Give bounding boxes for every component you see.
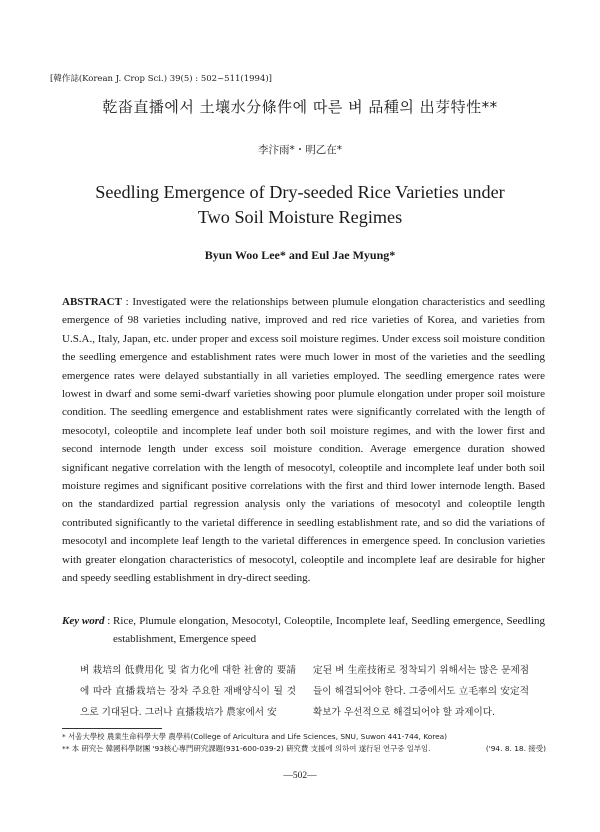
keywords (62, 612, 545, 648)
korean-title: 乾畓直播에서 土壤水分條件에 따른 벼 品種의 出芽特性** (102, 98, 498, 116)
keywords-text: Rice, Plumule elongation, Mesocotyl, Coleoptile, Incomplete leaf, Seedling emergence, Seedling establishment, Emergence speed (113, 615, 545, 645)
korean-authors: 李汴雨*・明乙在* (258, 144, 342, 156)
abstract-separator: : (121, 296, 133, 308)
abstract-text: Investigated were the relationships between plumule elongation characteristics and seedling emergence of 98 varieties including native, improved and red rice varieties of Korea, and varieties from U.S.A., Italy, Japan, etc. under proper and excess soil moisture regimes. Under excess soil moisture condition the seedling emergence and establishment rates were much lower in most of the varieties and the seedling emergence rates were delayed substantially in all varieties employed. The seedling emergence rates were lowest in dwarf and some semi-dwarf varieties showing poor plumule elongation under proper soil moisture condition. The seedling emergence and establishment rates were significantly correlated with the length of mesocotyl, coleoptile and incomplete leaf under both soil moisture regimes, and with the lower first and second internode length under excess soil moisture condition. Average emergence duration showed significant negative correlation with the length of mesocotyl, coleoptile and incomplete leaf under both soil moisture regimes and significant positive correlations with the first and third lower internode length. Based on the standardized partial regression analysis only the variations of mesocotyl and coleoptile length contributed significantly to the varietal difference in seedling establishment rate, and so did the variations of mesocotyl and incomplete leaf length to the varietal differences in emergence speed. In conclusion varieties with greater elongation characteristics of mesocotyl, coleoptile and incomplete leaf are desirable for higher and speedy seedling establishment in dry-direct seeding. (62, 296, 545, 585)
abstract-label: ABSTRACT (62, 296, 122, 308)
page-number: —502— (283, 771, 317, 781)
footnote-divider (62, 728, 162, 729)
footnote-affiliation: * 서울大學校 農業生命科學大學 農學科(College of Aricultura and Life Sciences, SNU, Suwon 441-744, Korea) (62, 732, 448, 741)
keywords-label: Key word (62, 615, 105, 627)
abstract (62, 293, 545, 588)
received-date: ('94. 8. 18. 接受) (485, 744, 546, 753)
english-title-line-2: Two Soil Moisture Regimes (197, 207, 403, 227)
english-title (40, 180, 560, 230)
keywords-separator: : (104, 615, 114, 627)
journal-reference: [韓作誌(Korean J. Crop Sci.) 39(5) : 502~511(1994)] (50, 74, 272, 84)
footnotes (62, 731, 546, 755)
body-column-left: 벼 栽培의 低費用化 및 省力化에 대한 社會的 要請에 따라 直播栽培는 장차 주요한 재배양식이 될 것으로 기대된다. 그러나 直播栽培가 農家에서 安 (80, 665, 296, 718)
english-authors: Byun Woo Lee* and Eul Jae Myung* (204, 248, 396, 262)
english-title-line-1: Seedling Emergence of Dry-seeded Rice Varieties under (95, 182, 505, 202)
body-column-right: 定된 벼 生産技術로 정착되기 위해서는 많은 문제점들이 해결되어야 한다. 그중에서도 立毛率의 安定적 확보가 우선적으로 해결되어야 할 과제이다. (313, 665, 529, 718)
footnote-funding: ** 本 硏究는 韓國科學財團 '93核心專門硏究課題(931-600-039-2) 硏究費 支援에 의하여 遂行된 연구중 일부임. (62, 744, 431, 753)
